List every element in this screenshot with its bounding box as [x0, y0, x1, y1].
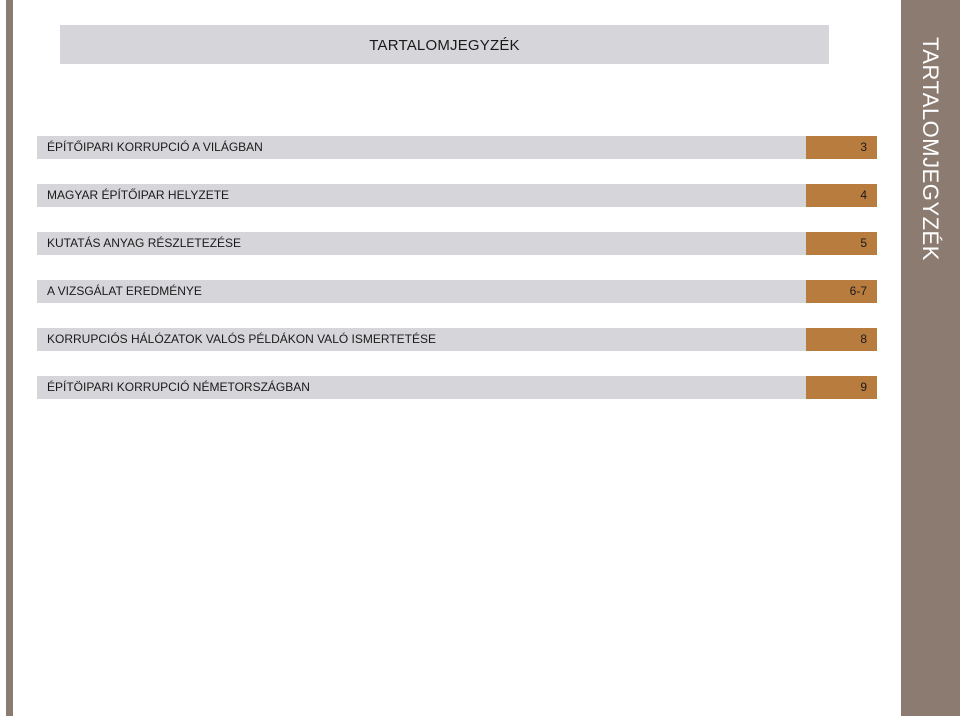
toc-entry-page: 9 — [806, 376, 877, 399]
toc-entry[interactable] — [37, 232, 877, 255]
toc-entry-title: KORRUPCIÓS HÁLÓZATOK VALÓS PÉLDÁKON VALÓ ISMERTETÉSE — [37, 328, 806, 351]
toc-entry[interactable] — [37, 184, 877, 207]
toc-entry[interactable] — [37, 376, 877, 399]
toc-entry-page: 4 — [806, 184, 877, 207]
table-of-contents — [37, 136, 877, 424]
toc-entry-page: 8 — [806, 328, 877, 351]
toc-entry-page: 6-7 — [806, 280, 877, 303]
side-tab-label: TARTALOMJEGYZÉK — [918, 37, 943, 261]
side-tab — [901, 0, 960, 716]
toc-entry-title: ÉPÍTŐIPARI KORRUPCIÓ A VILÁGBAN — [37, 136, 806, 159]
toc-entry[interactable] — [37, 328, 877, 351]
toc-entry-title: KUTATÁS ANYAG RÉSZLETEZÉSE — [37, 232, 806, 255]
page-title-bar — [60, 25, 829, 64]
page-title: TARTALOMJEGYZÉK — [369, 37, 520, 54]
toc-entry-page: 5 — [806, 232, 877, 255]
toc-entry-title: MAGYAR ÉPÍTŐIPAR HELYZETE — [37, 184, 806, 207]
left-decorative-bar — [6, 0, 13, 716]
toc-entry[interactable] — [37, 280, 877, 303]
toc-entry-title: A VIZSGÁLAT EREDMÉNYE — [37, 280, 806, 303]
toc-entry[interactable] — [37, 136, 877, 159]
toc-entry-title: ÉPÍTÖIPARI KORRUPCIÓ NÉMETORSZÁGBAN — [37, 376, 806, 399]
toc-entry-page: 3 — [806, 136, 877, 159]
